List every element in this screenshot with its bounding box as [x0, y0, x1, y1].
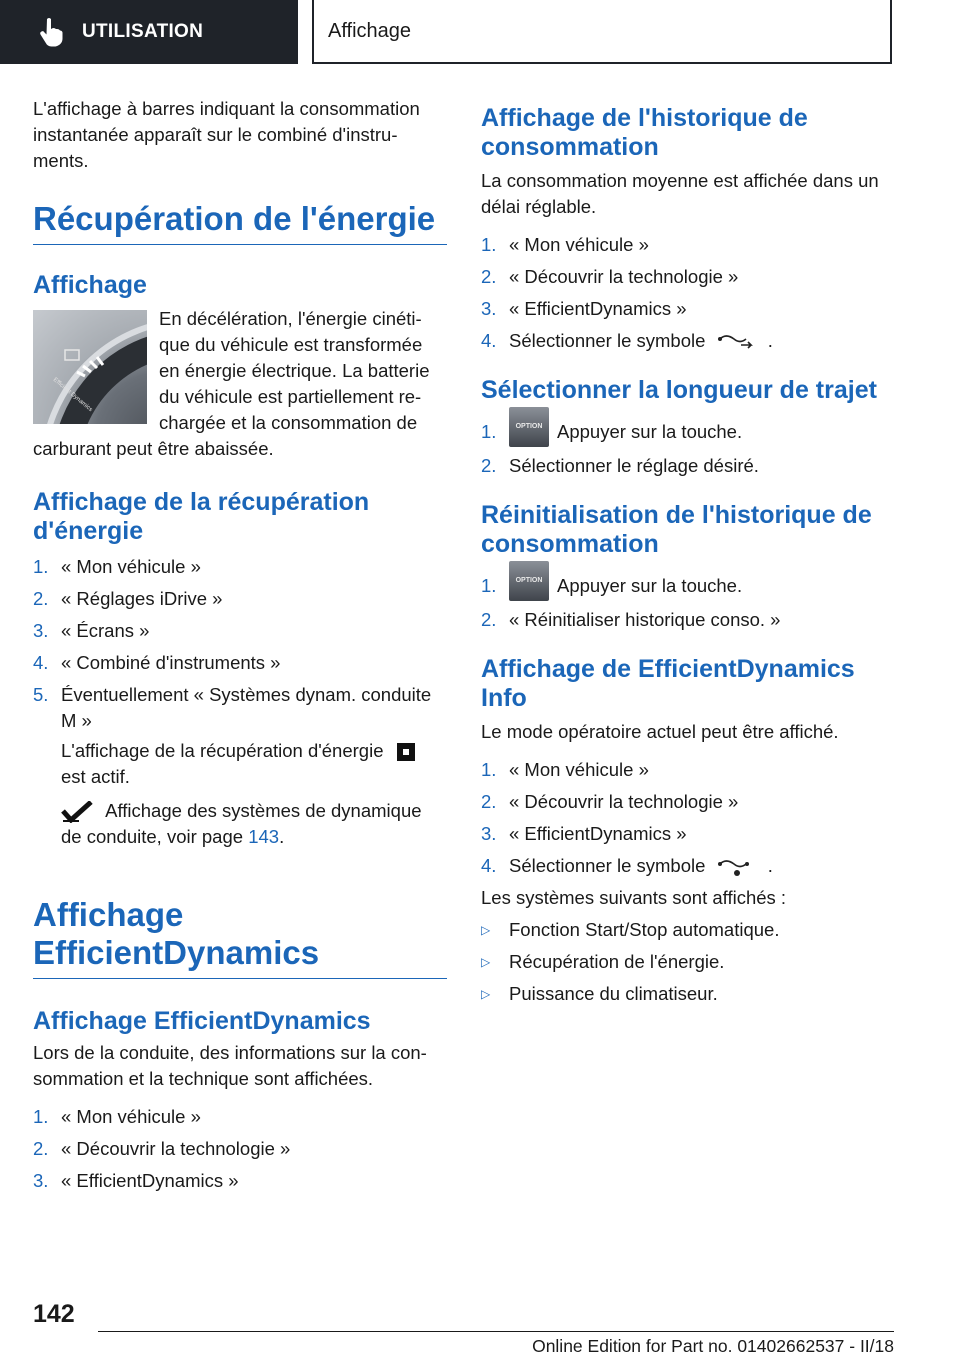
list-item [481, 232, 893, 258]
list-item [33, 586, 447, 612]
option-button-icon[interactable]: OPTION [509, 561, 549, 601]
info-route-icon[interactable] [717, 856, 757, 878]
step-text: « EfficientDynamics » [509, 823, 687, 845]
page-number: 142 [33, 1300, 75, 1328]
step-number: 1. [33, 556, 49, 577]
list-item [33, 618, 447, 644]
list-item [33, 1136, 447, 1162]
edition-note: Online Edition for Part no. 01402662537 - II/18 [532, 1336, 894, 1356]
info-paragraph: Le mode opératoire actuel peut être affiché. [481, 721, 839, 743]
step-number: 1. [481, 575, 497, 597]
intro-paragraph: L'affichage à barres indiquant la consommation instantanée apparaît sur le combiné d'instru-ments. [33, 98, 420, 171]
recup-active-text: L'affichage de la récupération d'énergie [61, 740, 384, 761]
history-step-4: 4. Sélectionner le symbole . [481, 328, 893, 354]
bullet-item [481, 917, 893, 943]
list-item [481, 757, 893, 783]
step-number: 2. [481, 791, 497, 813]
step-text: « Mon véhicule » [509, 234, 649, 255]
heading-efficient: Affichage EfficientDynamics [33, 1007, 371, 1035]
list-item [481, 821, 893, 847]
step-text: Appuyer sur la touche. [557, 575, 743, 597]
step-text: « EfficientDynamics » [509, 298, 687, 319]
step-text: Appuyer sur la touche. [557, 421, 743, 442]
step-text: « Mon véhicule » [61, 1106, 201, 1127]
bullet-text: Fonction Start/Stop automatique. [509, 919, 780, 941]
step-text: « Découvrir la technologie » [509, 266, 739, 287]
list-item [33, 554, 447, 580]
step-number: 1. [33, 1106, 49, 1127]
heading-efficient-display: Affichage EfficientDynamics [33, 896, 447, 979]
step-text: « Mon véhicule » [61, 556, 201, 577]
list-item [481, 789, 893, 815]
info-after-paragraph: Les systèmes suivants sont affichés : [481, 887, 787, 909]
step-text: Éventuellement « Systèmes dynam. conduite M » [61, 684, 432, 731]
list-item [481, 607, 893, 633]
step-number: 2. [481, 455, 497, 477]
recup-active-line [61, 738, 447, 790]
triangle-bullet-icon: ▷ [481, 955, 491, 970]
option-button-icon[interactable]: OPTION [509, 407, 549, 447]
triangle-bullet-icon: ▷ [481, 923, 491, 938]
page-header [0, 0, 960, 66]
left-column [33, 96, 447, 1200]
list-item [33, 650, 447, 676]
step-number: 2. [33, 588, 49, 609]
dyn-note: Affichage des systèmes de dynamique de conduite, voir page 143. [61, 800, 422, 847]
bullet-text: Récupération de l'énergie. [509, 951, 725, 973]
step-number: 3. [33, 1170, 49, 1191]
recuperation-square-icon [397, 743, 415, 761]
step-number: 1. [481, 234, 497, 255]
heading-history: Affichage de l'historique de consommation [481, 104, 808, 161]
section-title: UTILISATION [82, 21, 204, 42]
topic-title: Affichage [328, 19, 412, 42]
step-number: 2. [481, 609, 497, 631]
history-steps-list [481, 232, 893, 322]
step-text: « Combiné d'instruments » [61, 652, 281, 673]
triangle-bullet-icon: ▷ [481, 987, 491, 1002]
instrument-cluster-image [33, 310, 147, 424]
history-paragraph: La consommation moyenne est affichée dans un délai réglable. [481, 170, 879, 217]
page-link-143[interactable]: 143 [248, 826, 280, 847]
heading-trip-length: Sélectionner la longueur de trajet [481, 376, 877, 404]
efficient-paragraph: Lors de la conduite, des informations sur la con-sommation et la technique sont affichées. [33, 1042, 427, 1089]
heading-recuperation: Récupération de l'énergie [33, 200, 447, 245]
step-text: « Écrans » [61, 620, 150, 641]
history-route-icon[interactable] [717, 331, 757, 353]
list-item [33, 1168, 447, 1194]
trip-length-steps [481, 419, 893, 479]
step-number: 1. [481, 759, 497, 781]
step-number: 3. [481, 823, 497, 845]
pointing-hand-icon [38, 17, 64, 47]
step-number: 2. [33, 1138, 49, 1159]
affichage-paragraph: En décélération, l'énergie cinéti-que du véhicule est transformée en énergie électrique. La batterie du véhicule est partiellement re-chargée et la consommation de carburant peut être abaissée. [33, 308, 430, 459]
gauge-graphic [33, 310, 147, 424]
step-number: 2. [481, 266, 497, 287]
bullet-item [481, 949, 893, 975]
heading-recup-display: Affichage de la récupération d'énergie [33, 488, 370, 545]
step-text: « Découvrir la technologie » [509, 791, 739, 813]
step-text: « Réglages iDrive » [61, 588, 223, 609]
step-text: « EfficientDynamics » [61, 1170, 239, 1191]
list-item [481, 264, 893, 290]
list-item [33, 682, 447, 734]
reset-steps [481, 573, 893, 633]
info-step-4: 4. Sélectionner le symbole . [481, 853, 893, 879]
step-number: 4. [33, 652, 49, 673]
step-text: Sélectionner le réglage désiré. [509, 455, 759, 477]
recup-active-end: est actif. [61, 766, 130, 787]
checkmark-note-icon [61, 801, 97, 823]
step-text: « Mon véhicule » [509, 759, 649, 781]
step-number: 1. [481, 421, 497, 442]
list-item [481, 419, 893, 447]
heading-info: Affichage de EfficientDynamics Info [481, 655, 855, 713]
step-number: 3. [481, 298, 497, 319]
info-steps-list [481, 757, 893, 847]
recup-steps-list [33, 554, 447, 734]
efficient-steps-list [33, 1104, 447, 1194]
dyn-note-text: Affichage des systèmes de dynamique de conduite, voir page [61, 800, 422, 847]
list-item [481, 573, 893, 601]
right-column [481, 104, 893, 1013]
affichage-block [33, 306, 447, 462]
step-text: « Réinitialiser historique conso. » [509, 609, 781, 631]
bullet-text: Puissance du climatiseur. [509, 983, 718, 1005]
step-text: « Découvrir la technologie » [61, 1138, 291, 1159]
info-bullets [481, 917, 893, 1007]
image-caption: Efficient Dynamics [51, 376, 94, 414]
heading-affichage: Affichage [33, 271, 147, 299]
list-item [481, 296, 893, 322]
step-number: 5. [33, 684, 49, 705]
list-item [481, 453, 893, 479]
list-item [33, 1104, 447, 1130]
section-tab [0, 0, 298, 64]
topic-tab [312, 0, 892, 64]
heading-reset: Réinitialisation de l'historique de consommation [481, 501, 872, 559]
step-number: 3. [33, 620, 49, 641]
footer-rule [98, 1331, 894, 1332]
bullet-item [481, 981, 893, 1007]
